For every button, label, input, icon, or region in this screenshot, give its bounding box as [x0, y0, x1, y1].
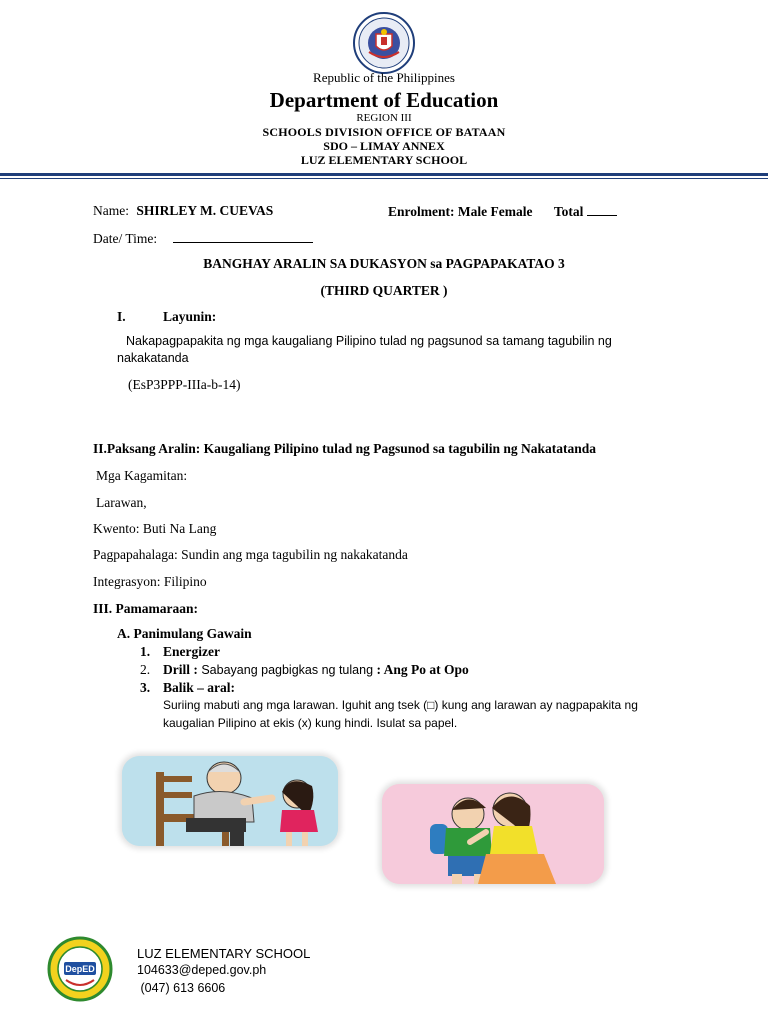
two-children-illustration-icon [382, 784, 604, 884]
grandfather-child-illustration-icon [122, 756, 338, 846]
enrolment-label: Enrolment: Male Female [388, 204, 533, 219]
paksang-aralin-heading: II.Paksang Aralin: Kaugaliang Pilipino tulad ng Pagsunod sa tagubilin ng Nakatatanda [93, 441, 597, 456]
header-annex: SDO – LIMAY ANNEX [323, 139, 445, 153]
footer-email: 104633@deped.gov.ph [137, 963, 267, 977]
footer-school: LUZ ELEMENTARY SCHOOL [137, 946, 311, 961]
deped-seal-icon [336, 12, 432, 74]
item-drill [163, 662, 469, 678]
kagamitan: Mga Kagamitan: [96, 468, 188, 483]
larawan: Larawan, [96, 495, 147, 510]
pagpapahalaga: Pagpapahalaga: Sundin ang mga tagubilin ng nakakatanda [93, 547, 408, 562]
header-region: REGION III [356, 112, 412, 124]
header-school: LUZ ELEMENTARY SCHOOL [300, 153, 468, 167]
instruction-line-2: kaugalian Pilipino at ekis (x) kung hindi. Isulat sa papel. [163, 716, 458, 730]
footer-phone: (047) 613 6606 [137, 981, 226, 995]
school-logo [44, 936, 116, 1002]
layunin-numeral: I. [117, 309, 126, 324]
item-3-number: 3. [140, 680, 151, 695]
total-label: Total [553, 204, 584, 219]
drill-label: Drill : [163, 662, 198, 677]
lesson-quarter: (THIRD QUARTER ) [320, 283, 448, 298]
header-rule [0, 173, 768, 176]
date-blank [173, 230, 313, 243]
drill-poem: : Ang Po at Opo [376, 662, 469, 677]
panimulang-gawain: A. Panimulang Gawain [117, 626, 252, 641]
pamamaraan-heading: III. Pamamaraan: [93, 601, 198, 616]
item-1-number: 1. [140, 644, 151, 659]
date-label: Date/ Time: [93, 231, 158, 246]
integrasyon: Integrasyon: Filipino [93, 574, 207, 589]
header-division: SCHOOLS DIVISION OFFICE OF BATAAN [262, 125, 506, 139]
instruction-line-1: Suriing mabuti ang mga larawan. Iguhit ang tsek (□) kung ang larawan ay nagpapakita ng [163, 698, 638, 712]
total-blank [587, 203, 617, 216]
layunin-code: (EsP3PPP-IIIa-b-14) [128, 377, 241, 392]
lesson-title: BANGHAY ARALIN SA DUKASYON sa PAGPAPAKATAO 3 [203, 256, 565, 271]
kwento: Kwento: Buti Na Lang [93, 521, 217, 536]
picture-grandfather-child [122, 756, 338, 846]
name-label: Name: [93, 203, 129, 218]
header-rule-thin [0, 178, 768, 179]
deped-seal [336, 12, 432, 74]
header-republic: Republic of the Philippines [313, 70, 455, 85]
school-logo-icon [44, 936, 116, 1002]
header-department: Department of Education [269, 88, 499, 112]
name-value: SHIRLEY M. CUEVAS [136, 203, 274, 218]
picture-two-children [382, 784, 604, 884]
item-balik-aral: Balik – aral: [163, 680, 236, 695]
item-energizer: Energizer [163, 644, 220, 659]
layunin-text-1: Nakapagpapakita ng mga kaugaliang Pilipino tulad ng pagsunod sa tamang tagubilin ng [126, 334, 612, 348]
date-row [93, 230, 313, 247]
drill-text: Sabayang pagbigkas ng tulang [197, 663, 377, 677]
logo-center-text: DepED [65, 964, 95, 974]
name-row [93, 203, 273, 219]
layunin-heading: Layunin: [163, 309, 217, 324]
item-2-number: 2. [140, 662, 151, 677]
layunin-text-2: nakakatanda [117, 351, 189, 365]
enrolment-row [388, 203, 617, 220]
